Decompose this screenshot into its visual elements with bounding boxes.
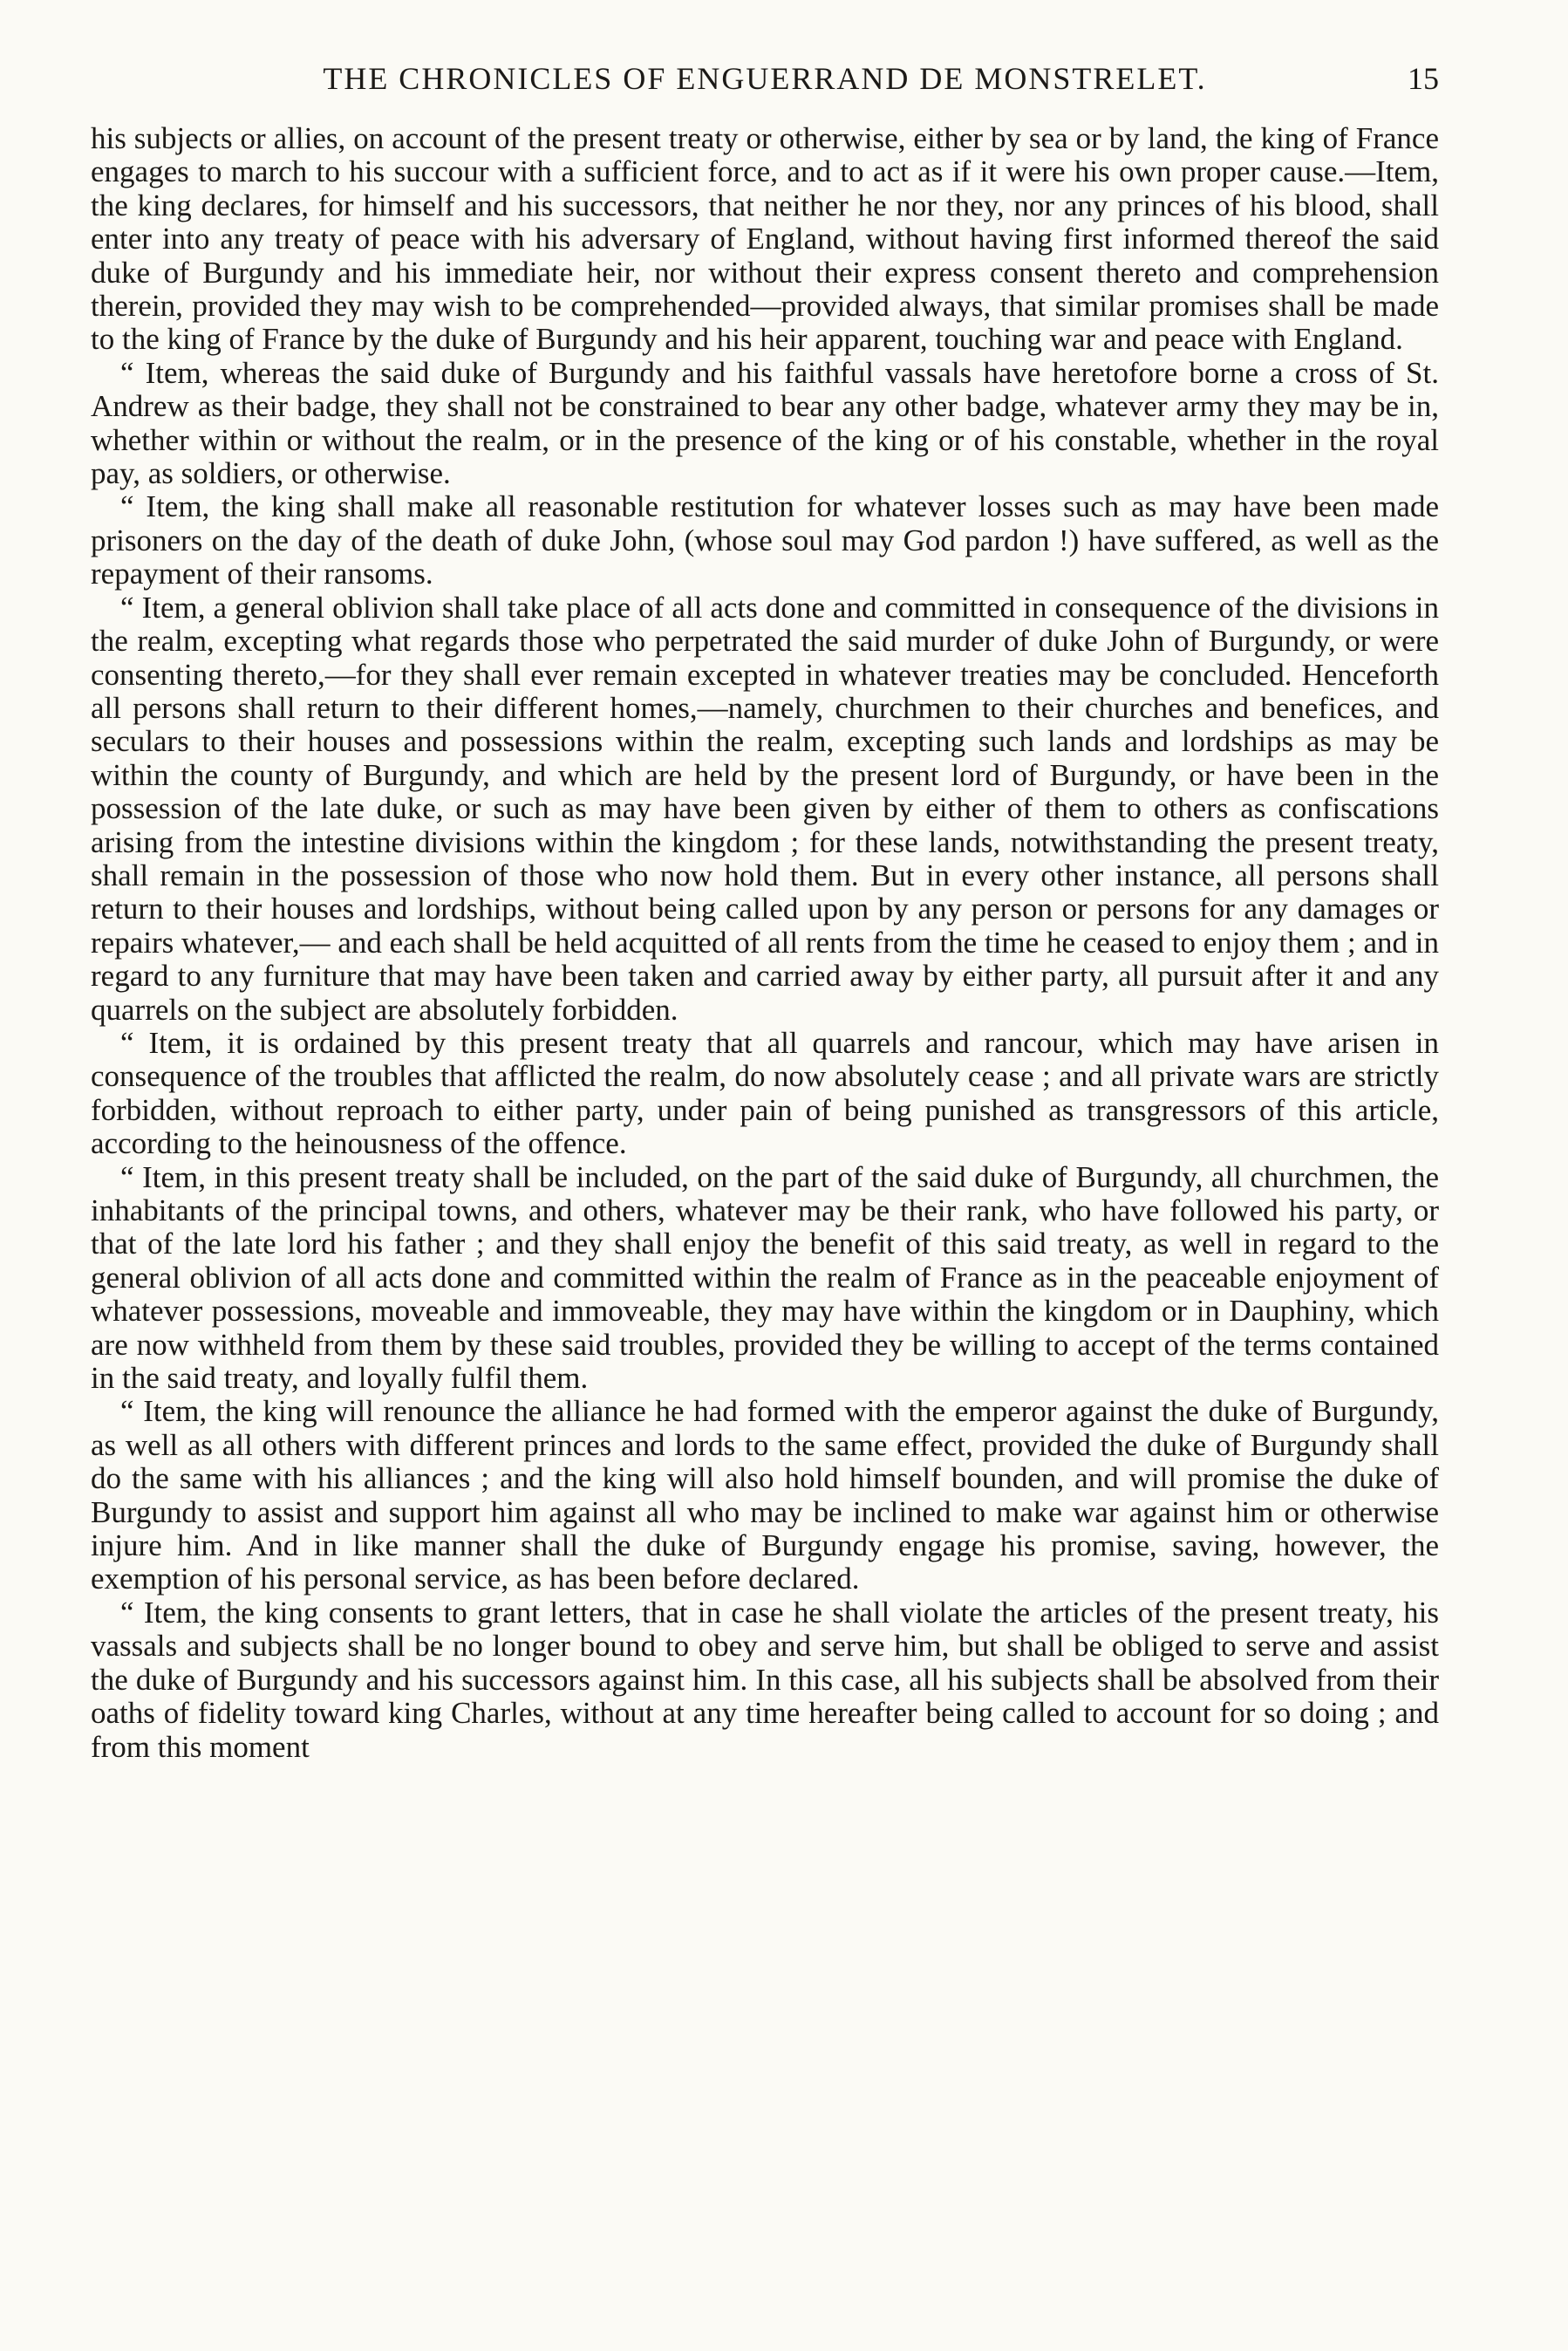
paragraph-continuation: his subjects or allies, on account of the present treaty or otherwise, either by sea or by land, the king of France engages to march to his succour with a sufficient force, and to act as if it were his own proper cause.—Item, the king declares, for himself and his successors, that neither he nor they, nor any princes of his blood, shall enter into any treaty of peace with his adversary of England, without having first informed thereof the said duke of Burgundy and his immediate heir, nor without their express consent thereto and comprehension therein, provided they may wish to be comprehended—provided always, that similar promises shall be made to the king of France by the duke of Burgundy and his heir apparent, touching war and peace with England. [91,121,1439,357]
running-title: THE CHRONICLES OF ENGUERRAND DE MONSTRELET. [323,61,1207,96]
paragraph-item-restitution: “ Item, the king shall make all reasonable restitution for whatever losses such as may have been made prisoners on the day of the death of duke John, (whose soul may God pardon !) have suffered, as well as the repayment of their ransoms. [91,489,1439,591]
paragraph-item-badge: “ Item, whereas the said duke of Burgundy and his faithful vassals have heretofore borne a cross of St. Andrew as their badge, they shall not be constrained to bear any other badge, whatever army they may be in, whether within or without the realm, or in the presence of the king or of his constable, whether in the royal pay, as soldiers, or otherwise. [91,355,1439,491]
paragraph-item-oblivion: “ Item, a general oblivion shall take place of all acts done and committed in consequence of the divisions in the realm, excepting what regards those who perpetrated the said murder of duke John of Burgundy, or were consenting thereto,—for they shall ever remain excepted in whatever treaties may be concluded. Henceforth all persons shall return to their different homes,—namely, churchmen to their churches and benefices, and seculars to their houses and possessions within the realm, excepting such lands and lordships as may be within the county of Burgundy, and which are held by the present lord of Burgundy, or have been in the possession of the late duke, or such as may have been given by either of them to others as confiscations arising from the intestine divisions within the kingdom ; for these lands, notwithstanding the present treaty, shall remain in the possession of those who now hold them. But in every other instance, all persons shall return to their houses and lordships, without being called upon by any person or persons for any damages or repairs whatever,— and each shall be held acquitted of all rents from the time he ceased to enjoy them ; and in regard to any furniture that may have been taken and carried away by either party, all pursuit after it and any quarrels on the subject are absolutely forbidden. [91,590,1439,1027]
paragraph-item-quarrels: “ Item, it is ordained by this present treaty that all quarrels and rancour, which may have arisen in consequence of the troubles that afflicted the realm, do now absolutely cease ; and all private wars are strictly forbidden, without reproach to either party, under pain of being punished as transgressors of this article, according to the heinousness of the offence. [91,1025,1439,1161]
body-text [91,122,1439,1764]
paragraph-item-inclusion: “ Item, in this present treaty shall be included, on the part of the said duke of Burgundy, all churchmen, the inhabitants of the principal towns, and others, whatever may be their rank, who have followed his party, or that of the late lord his father ; and they shall enjoy the benefit of this said treaty, as well in regard to the general oblivion of all acts done and committed within the realm of France as in the peaceable enjoyment of whatever possessions, moveable and immoveable, they may have within the kingdom or in Dauphiny, which are now withheld from them by these said troubles, provided they be willing to accept of the terms contained in the said treaty, and loyally fulfil them. [91,1159,1439,1396]
running-head [91,52,1439,105]
paragraph-item-alliance: “ Item, the king will renounce the alliance he had formed with the emperor against the duke of Burgundy, as well as all others with different princes and lords to the same effect, provided the duke of Burgundy shall do the same with his alliances ; and the king will also hold himself bounden, and will promise the duke of Burgundy to assist and support him against all who may be inclined to make war against him or otherwise injure him. And in like manner shall the duke of Burgundy engage his promise, saving, however, the exemption of his personal service, as has been before declared. [91,1394,1439,1596]
paragraph-item-letters: “ Item, the king consents to grant letters, that in case he shall violate the articles of the present treaty, his vassals and subjects shall be no longer bound to obey and serve him, but shall be obliged to serve and assist the duke of Burgundy and his successors against him. In this case, all his subjects shall be absolved from their oaths of fidelity toward king Charles, without at any time hereafter being called to account for so doing ; and from this moment [91,1595,1439,1764]
page-number: 15 [1408,61,1439,96]
